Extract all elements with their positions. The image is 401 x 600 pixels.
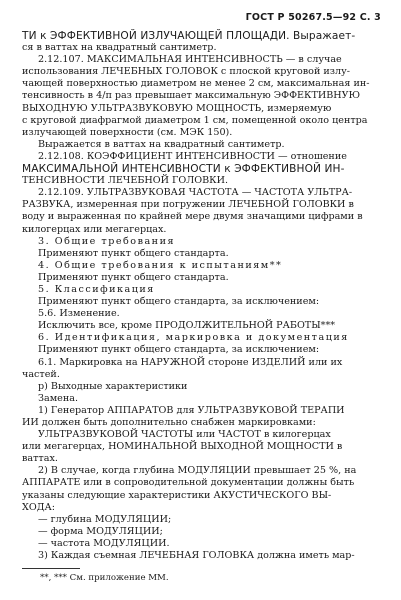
text-line: ся в ваттах на квадратный сантиметр. <box>22 42 217 54</box>
text-line: Исключить все, кроме ПРОДОЛЖИТЕЛЬНОЙ РАБОТЫ*** <box>38 320 336 332</box>
text-line: с круговой диафрагмой диаметром 1 см, помещенной около центра <box>22 114 368 126</box>
text-line: — частота МОДУЛЯЦИИ. <box>38 537 170 549</box>
text-line: 2) В случае, когда глубина МОДУЛЯЦИИ превышает 25 %, на <box>38 465 357 477</box>
text-line: ТИ к ЭФФЕКТИВНОЙ ИЗЛУЧАЮЩЕЙ ПЛОЩАДИ. Выражает- <box>22 30 356 42</box>
page-header: ГОСТ Р 50267.5—92 С. 3 <box>245 12 381 23</box>
text-line: воду и выраженная по крайней мере двумя значащими цифрами в <box>22 211 363 223</box>
text-line: Применяют пункт общего стандарта. <box>38 247 229 259</box>
text-line: 2.12.108. КОЭФФИЦИЕНТ ИНТЕНСИВНОСТИ — отношение <box>38 150 347 162</box>
text-line: использования ЛЕЧЕБНЫХ ГОЛОВОК с плоской круговой излу- <box>22 66 351 78</box>
text-line: ваттах. <box>22 453 58 465</box>
text-line: или мегагерцах, НОМИНАЛЬНОЙ ВЫХОДНОЙ МОЩНОСТИ в <box>22 441 343 453</box>
text-line: Применяют пункт общего стандарта. <box>38 271 229 283</box>
footnote-rule <box>22 568 80 569</box>
text-line: ТЕНСИВНОСТИ ЛЕЧЕБНОЙ ГОЛОВКИ. <box>22 175 229 187</box>
text-line: 3. Общие требования <box>38 235 176 247</box>
text-line: УЛЬТРАЗВУКОВОЙ ЧАСТОТЫ или ЧАСТОТ в килогерцах <box>38 429 331 441</box>
text-line: чающей поверхностью диаметром не менее 2 см, максимальная ин- <box>22 78 370 90</box>
text-line: — форма МОДУЛЯЦИИ; <box>38 525 163 537</box>
text-line: — глубина МОДУЛЯЦИИ; <box>38 513 172 525</box>
text-line: 4. Общие требования к испытаниям** <box>38 259 283 271</box>
text-line: РАЗВУКА, измеренная при погружении ЛЕЧЕБНОЙ ГОЛОВКИ в <box>22 199 354 211</box>
text-line: указаны следующие характеристики АКУСТИЧЕСКОГО ВЫ- <box>22 489 332 501</box>
text-line: Замена. <box>38 392 79 404</box>
text-line: излучающей поверхности (см. МЭК 150). <box>22 126 233 138</box>
text-line: тенсивность в 4/π раз превышает максимальную ЭФФЕКТИВНУЮ <box>22 90 361 102</box>
body-text <box>22 30 381 562</box>
text-line: 2.12.109. УЛЬТРАЗВУКОВАЯ ЧАСТОТА — ЧАСТОТА УЛЬТРА- <box>38 187 353 199</box>
text-line: 6.1. Маркировка на НАРУЖНОЙ стороне ИЗДЕЛИЙ или их <box>38 356 343 368</box>
text-line: 2.12.107. МАКСИМАЛЬНАЯ ИНТЕНСИВНОСТЬ — в случае <box>38 54 342 66</box>
text-line: Применяют пункт общего стандарта, за исключением: <box>38 344 320 356</box>
text-line: МАКСИМАЛЬНОЙ ИНТЕНСИВНОСТИ к ЭФФЕКТИВНОЙ ИН- <box>22 163 345 176</box>
text-line: АППАРАТЕ или в сопроводительной документации должны быть <box>22 477 355 489</box>
text-line: 1) Генератор АППАРАТОВ для УЛЬТРАЗВУКОВОЙ ТЕРАПИ <box>38 404 345 416</box>
text-line: 5.6. Изменение. <box>38 308 120 320</box>
text-line: ХОДА: <box>22 501 55 513</box>
text-line: 3) Каждая съемная ЛЕЧЕБНАЯ ГОЛОВКА должна иметь мар- <box>38 550 355 562</box>
text-line: р) Выходные характеристики <box>38 380 188 392</box>
text-line: Применяют пункт общего стандарта, за исключением: <box>38 296 320 308</box>
text-line: ИИ должен быть дополнительно снабжен маркировками: <box>22 417 316 428</box>
text-line: ВЫХОДНУЮ УЛЬТРАЗВУКОВУЮ МОЩНОСТЬ, измеряемую <box>22 102 332 114</box>
text-line: 5. Классификация <box>38 283 155 295</box>
text-line: 6. Идентификация, маркировка и документация <box>38 332 349 344</box>
text-line: частей. <box>22 368 60 380</box>
text-line: килогерцах или мегагерцах. <box>22 223 167 235</box>
text-line: Выражается в ваттах на квадратный сантиметр. <box>38 138 285 150</box>
footnote: **, *** См. приложение ММ. <box>40 573 169 584</box>
